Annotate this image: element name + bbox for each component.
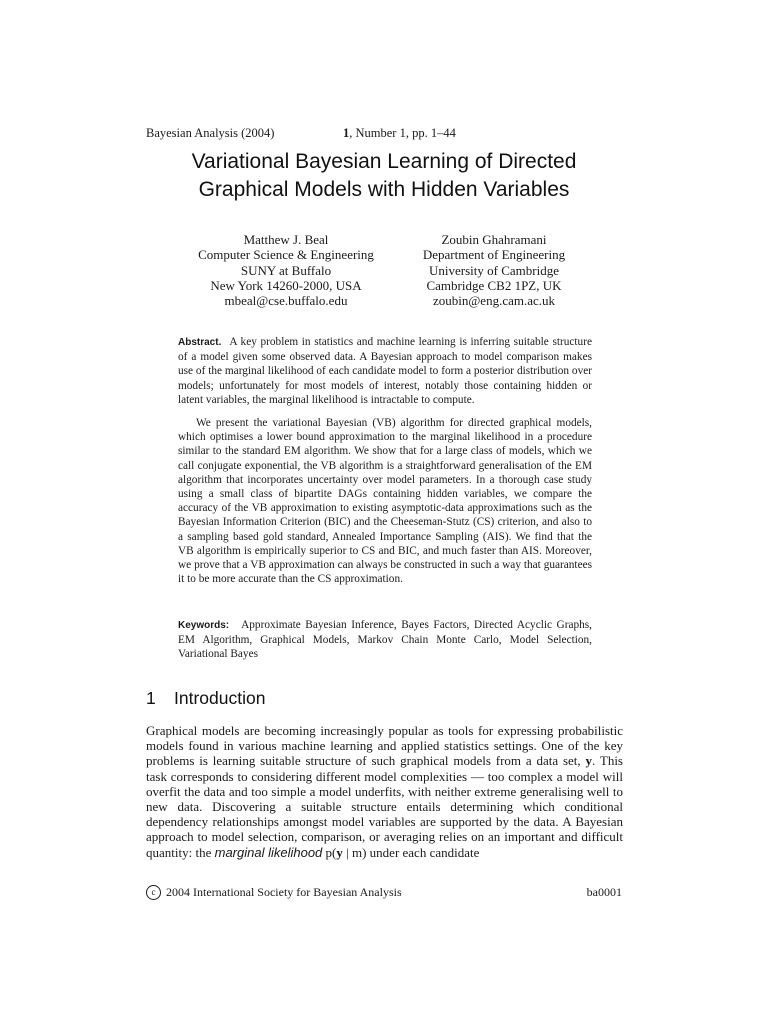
- copyright-icon: c: [146, 885, 161, 900]
- body-text-part-1: Graphical models are becoming increasingly popular as tools for expressing probabilistic models found in various machine learning and applied statistics settings. One of the key problems is learning suitable structure of such graphical models from a data set,: [146, 723, 623, 769]
- body-text-part-3: under each candidate: [366, 844, 480, 860]
- issue-pages: , Number 1, pp. 1–44: [349, 126, 456, 140]
- abstract-label: Abstract.: [178, 337, 222, 348]
- formula-close: | m): [342, 844, 367, 860]
- body-text-part-2: . This task corresponds to considering different model complexities — too complex a model will overfit the data and too simple a model underfits, with neither extreme generalising well to new data. Discovering a suitable structure entails determining which conditional dependency relationships amongst model variables are supported by the data. A Bayesian approach to model selection, comparison, or averaging relies on an important and difficult quantity: the: [146, 753, 623, 860]
- author-dept: Department of Engineering: [422, 247, 566, 263]
- formula-open: p(: [322, 844, 337, 860]
- copyright-text: 2004 International Society for Bayesian Analysis: [166, 885, 402, 899]
- keywords-label: Keywords:: [178, 620, 230, 631]
- author-address: Cambridge CB2 1PZ, UK: [426, 277, 562, 293]
- section-heading: [146, 688, 265, 709]
- abstract: [178, 335, 592, 586]
- copyright-notice: [146, 885, 402, 900]
- journal-name: Bayesian Analysis (2004): [146, 126, 275, 140]
- article-code: ba0001: [586, 885, 622, 899]
- author-email: mbeal@cse.buffalo.edu: [224, 293, 348, 309]
- title-line-1: Variational Bayesian Learning of Directed: [191, 150, 577, 173]
- emphasis-text: marginal likelihood: [214, 844, 323, 860]
- author-name: Zoubin Ghahramani: [441, 232, 547, 247]
- abstract-paragraph-2: We present the variational Bayesian (VB) algorithm for directed graphical models, which optimises a lower bound approximation to the marginal likelihood in a procedure similar to the standard EM algorithm. We show that for a large class of models, which we call conjugate exponential, the VB algorithm is a straightforward generalisation of the EM algorithm that incorporates uncertainty over model parameters. In a thorough case study using a small class of bipartite DAGs containing hidden variables, we compare the accuracy of the VB approximation to existing asymptotic-data approximations such as the Bayesian Information Criterion (BIC) and the Cheeseman-Stutz (CS) criterion, and also to a sampling based gold standard, Annealed Importance Sampling (AIS). We find that the VB algorithm is empirically superior to CS and BIC, and much faster than AIS. Moreover, we prove that a VB approximation can always be constructed in such a way that guarantees it to be more accurate than the CS approximation.: [178, 417, 592, 586]
- bold-y-symbol: y: [585, 753, 593, 769]
- author-name: Matthew J. Beal: [243, 232, 329, 247]
- keywords-text: Approximate Bayesian Inference, Bayes Factors, Directed Acyclic Graphs, EM Algorithm, Graphical Models, Markov Chain Monte Carlo, Model Selection, Variational Bayes: [178, 619, 592, 661]
- formula-y-symbol: y: [336, 844, 343, 860]
- author-address: New York 14260-2000, USA: [210, 277, 362, 293]
- author-email: zoubin@eng.cam.ac.uk: [432, 293, 556, 309]
- keywords: [178, 618, 592, 662]
- author-block-1: [196, 232, 376, 308]
- volume-info: [343, 126, 456, 141]
- intro-paragraph: [146, 723, 623, 860]
- author-institution: SUNY at Buffalo: [240, 262, 332, 278]
- title-line-2: Graphical Models with Hidden Variables: [198, 178, 570, 201]
- author-institution: University of Cambridge: [429, 262, 559, 278]
- abstract-paragraph-1: [178, 335, 592, 407]
- paper-title: [100, 148, 668, 204]
- section-title: Introduction: [174, 688, 266, 708]
- author-block-2: [406, 232, 582, 308]
- abstract-text-1: A key problem in statistics and machine learning is inferring suitable structure of a model given some observed data. A Bayesian approach to model comparison makes use of the marginal likelihood of each candidate model to form a posterior distribution over models; unfortunately for most models of interest, notably those containing hidden or latent variables, the marginal likelihood is intractable to compute.: [178, 336, 592, 406]
- volume-number: 1: [343, 126, 350, 140]
- author-dept: Computer Science & Engineering: [198, 247, 374, 263]
- section-number: 1: [146, 688, 156, 708]
